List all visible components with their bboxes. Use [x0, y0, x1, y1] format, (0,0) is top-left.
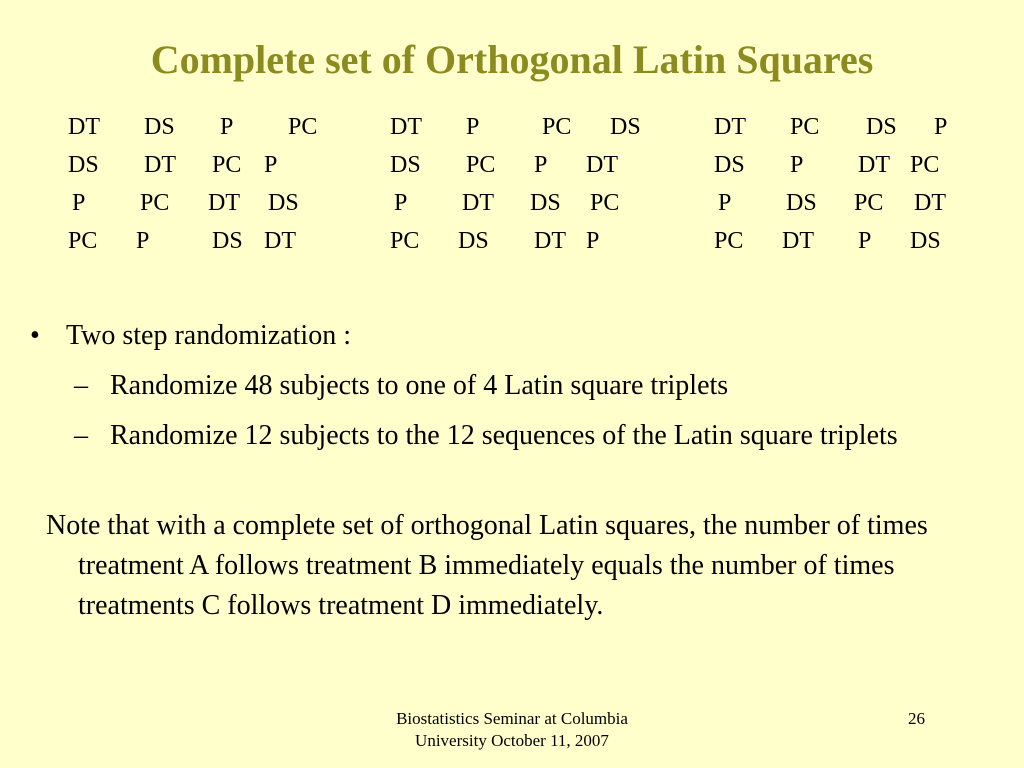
- latin-square-3-cell: PC: [910, 152, 940, 178]
- latin-square-2-cell: DT: [462, 190, 494, 216]
- latin-square-2-cell: PC: [590, 190, 620, 216]
- slide-title: Complete set of Orthogonal Latin Squares: [150, 37, 874, 82]
- latin-square-1-cell: DT: [208, 190, 240, 216]
- latin-square-3-cell: P: [858, 228, 872, 254]
- latin-square-1-cell: DS: [268, 190, 299, 216]
- footer-text: Biostatistics Seminar at Columbia University October 11, 2007: [396, 709, 628, 750]
- latin-square-3-cell: DS: [866, 114, 897, 140]
- note-text: Note that with a complete set of orthogonal Latin squares, the number of times treatment A follows treatment B immediately equals the number of times treatments C follows treatment D immediately.: [46, 510, 928, 621]
- note-paragraph: [46, 506, 968, 626]
- latin-square-2-cell: DS: [390, 152, 421, 178]
- latin-square-3-cell: DS: [714, 152, 745, 178]
- latin-square-2-cell: P: [466, 114, 480, 140]
- latin-squares-table: [0, 112, 1024, 272]
- latin-square-2-cell: P: [586, 228, 600, 254]
- latin-square-2-cell: P: [534, 152, 548, 178]
- latin-square-3-cell: PC: [790, 114, 820, 140]
- latin-square-3-cell: P: [718, 190, 732, 216]
- latin-square-1-cell: PC: [140, 190, 170, 216]
- bullet-marker: •: [30, 320, 40, 351]
- bullet-main: Two step randomization :: [66, 320, 351, 351]
- latin-square-2-cell: DT: [534, 228, 566, 254]
- latin-square-1-cell: DS: [144, 114, 175, 140]
- latin-square-2-cell: DT: [586, 152, 618, 178]
- sub-bullet-dash: –: [74, 370, 88, 401]
- latin-square-2-cell: DS: [458, 228, 489, 254]
- latin-square-2-cell: PC: [542, 114, 572, 140]
- latin-square-3-cell: DT: [858, 152, 890, 178]
- latin-square-3-cell: DS: [910, 228, 941, 254]
- latin-square-2-cell: DS: [530, 190, 561, 216]
- sub-bullet-2: Randomize 12 subjects to the 12 sequences of the Latin square triplets: [110, 420, 898, 451]
- sub-bullet-1: Randomize 48 subjects to one of 4 Latin square triplets: [110, 370, 729, 401]
- latin-square-2-cell: PC: [466, 152, 496, 178]
- latin-square-3-cell: P: [934, 114, 948, 140]
- sub-bullet-dash: –: [74, 420, 88, 451]
- latin-square-2-cell: P: [394, 190, 408, 216]
- latin-square-2-cell: PC: [390, 228, 420, 254]
- latin-square-2-cell: DS: [610, 114, 641, 140]
- latin-square-1-cell: PC: [288, 114, 318, 140]
- latin-square-1-cell: DT: [68, 114, 100, 140]
- latin-square-3-cell: DT: [914, 190, 946, 216]
- latin-square-1-cell: P: [136, 228, 150, 254]
- latin-square-3-cell: DT: [714, 114, 746, 140]
- latin-square-1-cell: DT: [144, 152, 176, 178]
- latin-square-3-cell: P: [790, 152, 804, 178]
- latin-square-1-cell: PC: [212, 152, 242, 178]
- latin-square-1-cell: DT: [264, 228, 296, 254]
- page-number: 26: [908, 709, 925, 728]
- latin-square-3-cell: PC: [854, 190, 884, 216]
- latin-square-3-cell: DS: [786, 190, 817, 216]
- latin-square-1-cell: DS: [212, 228, 243, 254]
- latin-square-3-cell: DT: [782, 228, 814, 254]
- latin-square-3-cell: PC: [714, 228, 744, 254]
- latin-square-1-cell: P: [72, 190, 86, 216]
- latin-square-1-cell: PC: [68, 228, 98, 254]
- latin-square-2-cell: DT: [390, 114, 422, 140]
- latin-square-1-cell: DS: [68, 152, 99, 178]
- latin-square-1-cell: P: [220, 114, 234, 140]
- latin-square-1-cell: P: [264, 152, 278, 178]
